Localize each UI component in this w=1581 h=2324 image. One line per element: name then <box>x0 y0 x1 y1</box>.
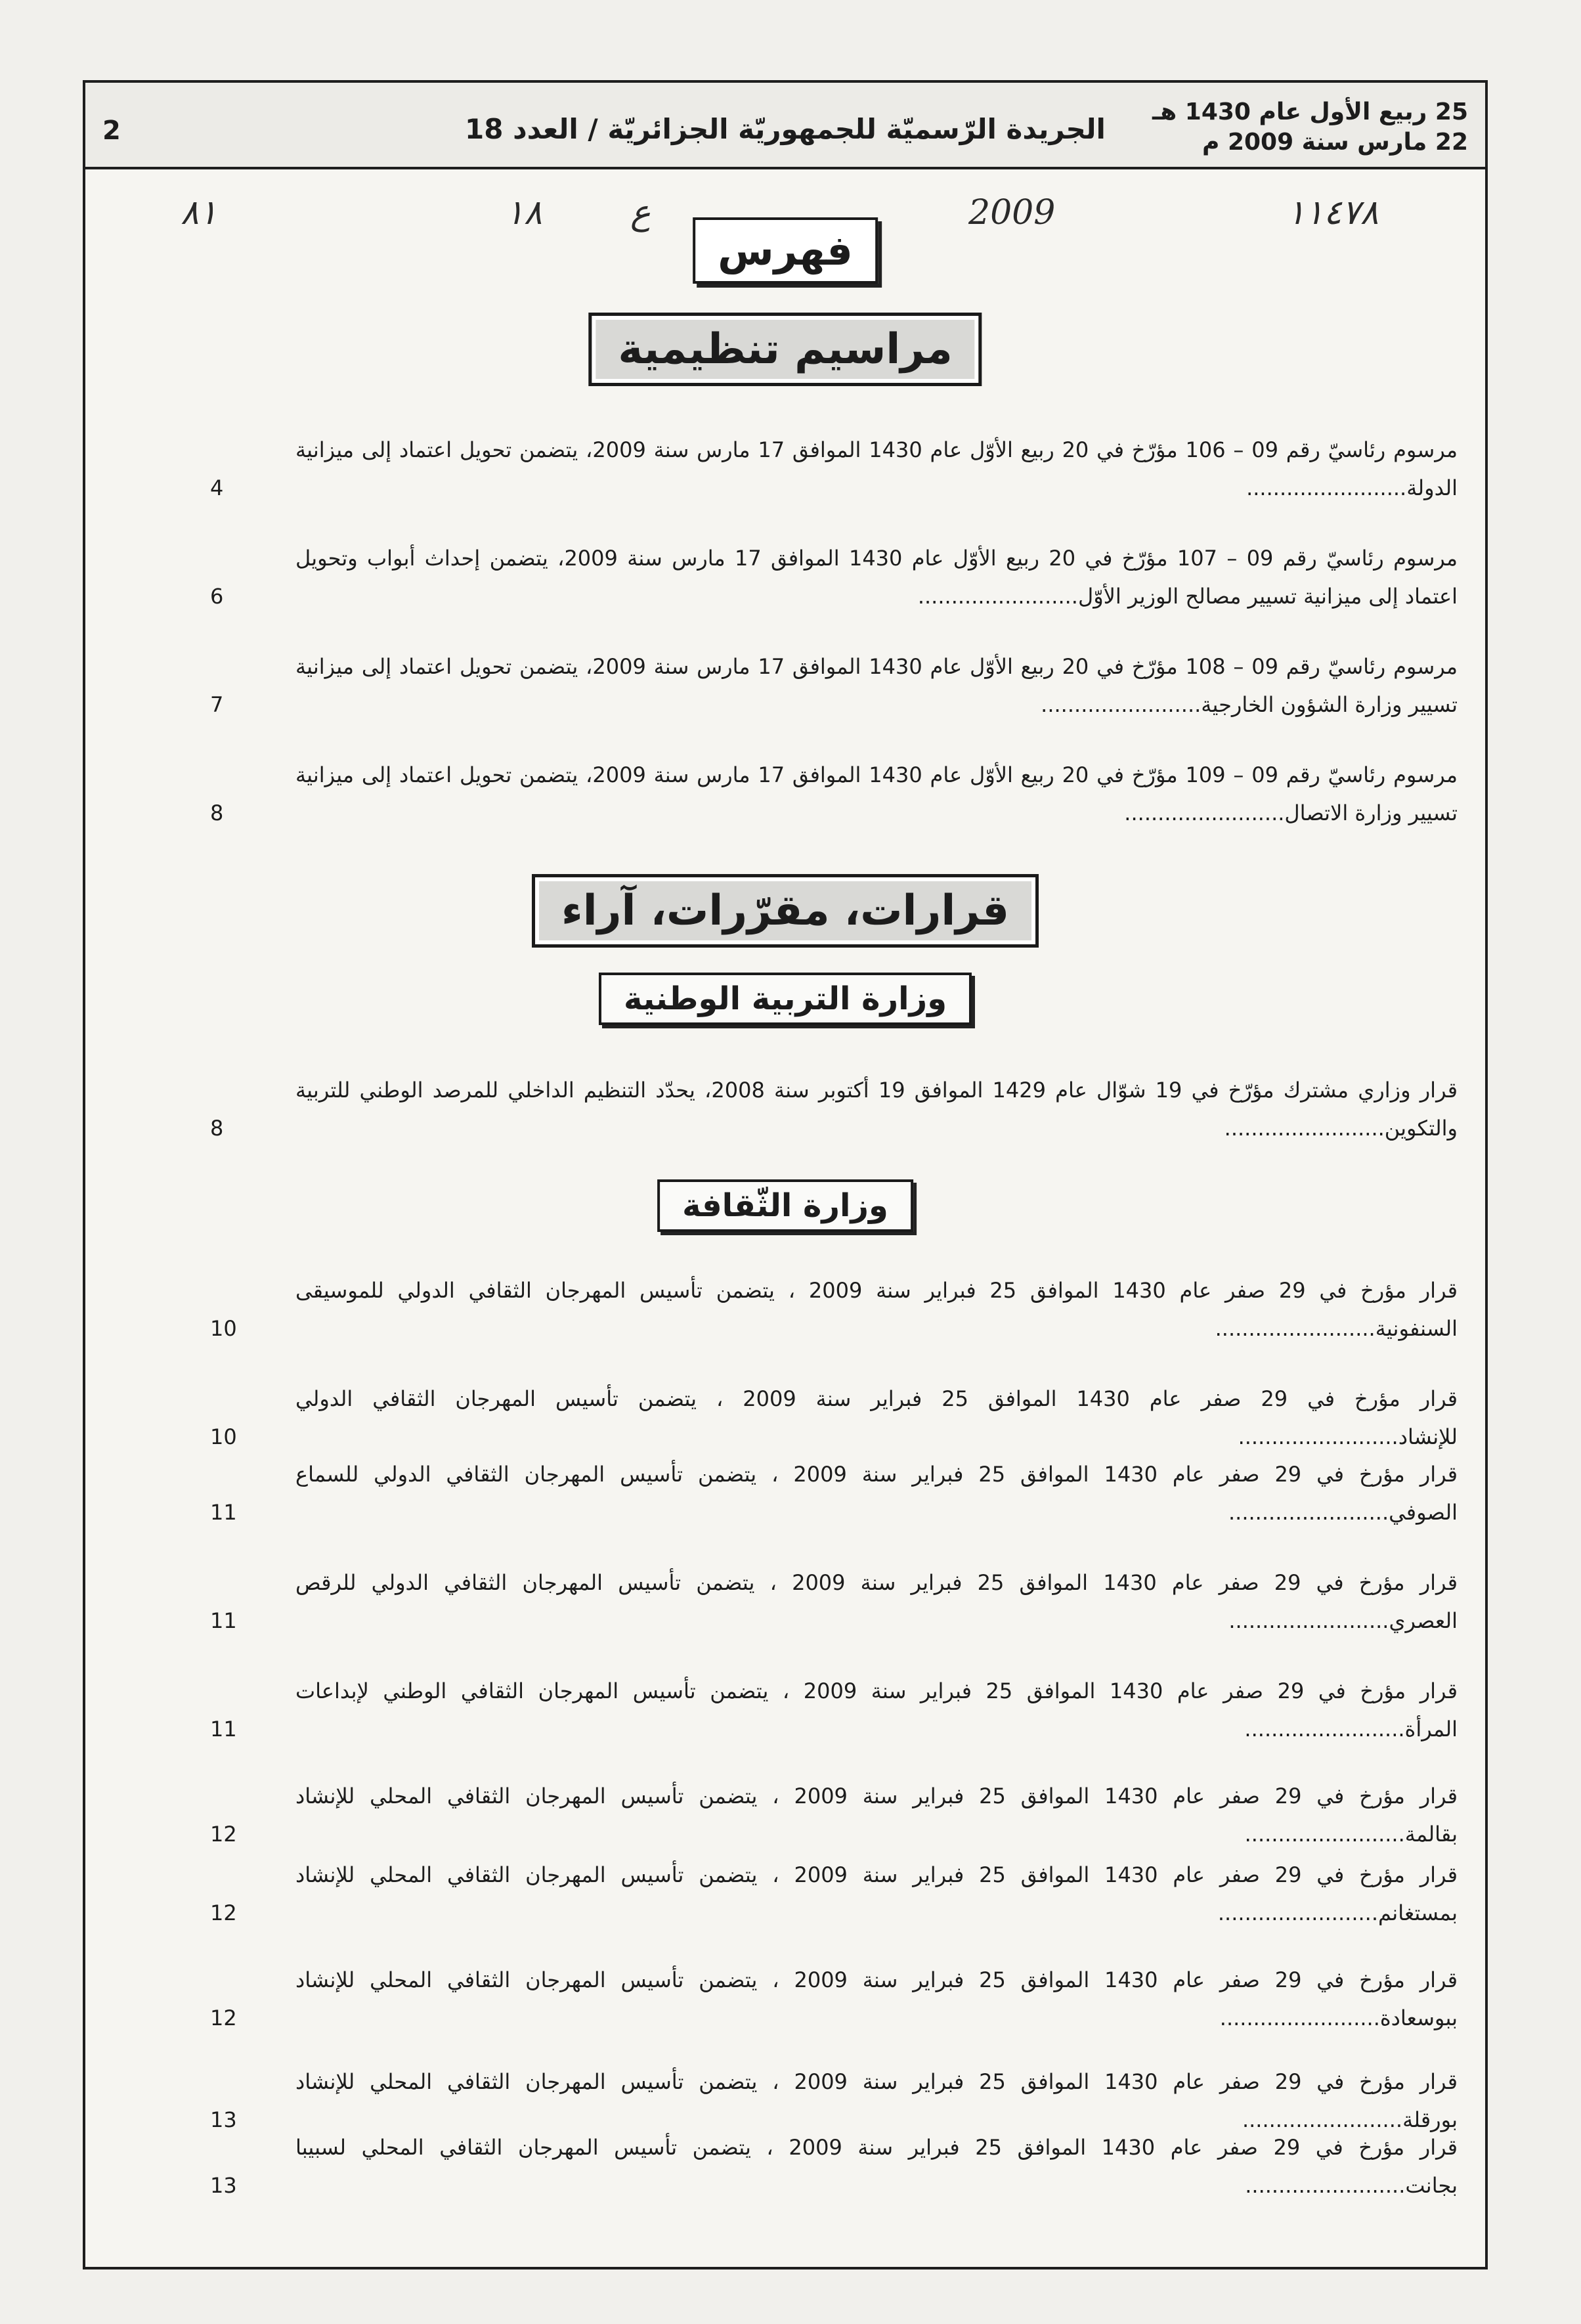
leader-dots: ........................ <box>1246 475 1407 500</box>
handwritten-note-right: ١١٤٧٨ <box>1287 193 1379 232</box>
toc-entry[interactable] <box>210 2128 1458 2204</box>
toc-entry-page <box>210 1109 269 1147</box>
toc-entry[interactable] <box>210 1455 1458 1531</box>
toc-entry[interactable] <box>210 1672 1458 1748</box>
toc-page-number: 8 <box>210 800 224 825</box>
index-title: فهرس <box>693 217 878 284</box>
toc-entry-text: قرار مؤرخ في 29 صفر عام 1430 الموافق 25 فبراير سنة 2009 ، يتضمن تأسيس المهرجان الثقافي المحلي للإنشاد ببوسعادة........................ <box>295 1967 1458 2030</box>
toc-page-number: 11 <box>210 1608 237 1633</box>
toc-entry[interactable] <box>210 1564 1458 1640</box>
toc-entry-text: قرار مؤرخ في 29 صفر عام 1430 الموافق 25 فبراير سنة 2009 ، يتضمن تأسيس المهرجان الثقافي المحلي للإنشاد بقالمة........................ <box>295 1784 1458 1847</box>
toc-page-number: 8 <box>210 1116 224 1141</box>
handwritten-note-mid3: 2009 <box>968 193 1056 232</box>
toc-entry-text: قرار وزاري مشترك مؤرّخ في 19 شوّال عام 1429 الموافق 19 أكتوبر سنة 2008، يحدّد التنظيم الداخلي للمرصد الوطني للتربية والتكوين........................ <box>295 1078 1458 1141</box>
toc-entry-page <box>210 577 269 615</box>
issue-date <box>1152 97 1468 158</box>
section-title-decrees: مراسيم تنظيمية <box>588 313 982 386</box>
toc-page-number: 12 <box>210 1822 237 1847</box>
toc-entry-page <box>210 794 269 832</box>
toc-entry-text: قرار مؤرخ في 29 صفر عام 1430 الموافق 25 فبراير سنة 2009 ، يتضمن تأسيس المهرجان الثقافي المحلي للإنشاد بورقلة........................ <box>295 2069 1458 2132</box>
toc-page-number: 12 <box>210 1900 237 1925</box>
toc-page-number: 4 <box>210 475 224 500</box>
toc-entry[interactable] <box>210 647 1458 724</box>
handwritten-note-mid1: ١٨ <box>506 193 542 232</box>
toc-entry[interactable] <box>210 2063 1458 2139</box>
subsection-title-culture: وزارة الثّقافة <box>657 1179 913 1232</box>
toc-page-number: 13 <box>210 2107 237 2132</box>
leader-dots: ........................ <box>1244 1822 1405 1847</box>
toc-page-number: 7 <box>210 692 224 717</box>
toc-entry-text: قرار مؤرخ في 29 صفر عام 1430 الموافق 25 فبراير سنة 2009 ، يتضمن تأسيس المهرجان الثقافي المحلي لسبيبا بجانت........................ <box>295 2135 1458 2198</box>
toc-page-number: 11 <box>210 1500 237 1525</box>
leader-dots: ........................ <box>1242 2107 1403 2132</box>
leader-dots: ........................ <box>1215 1316 1375 1341</box>
toc-page-number: 13 <box>210 2173 237 2198</box>
toc-entry-page <box>210 1602 269 1640</box>
toc-entry-text: قرار مؤرخ في 29 صفر عام 1430 الموافق 25 فبراير سنة 2009 ، يتضمن تأسيس المهرجان الثقافي المحلي للإنشاد بمستغانم........................ <box>295 1862 1458 1925</box>
leader-dots: ........................ <box>1217 1900 1378 1925</box>
leader-dots: ........................ <box>1228 1608 1389 1633</box>
date-hijri: 25 ربيع الأول عام 1430 هـ <box>1152 99 1468 125</box>
toc-entry-text: قرار مؤرخ في 29 صفر عام 1430 الموافق 25 فبراير سنة 2009 ، يتضمن تأسيس المهرجان الثقافي الدولي للموسيقى السنفونية........................ <box>295 1278 1458 1341</box>
handwritten-note-left: ٨١ <box>181 193 217 232</box>
toc-entry-page <box>210 469 269 507</box>
date-gregorian: 22 مارس سنة 2009 م <box>1202 129 1468 156</box>
toc-entry-text: مرسوم رئاسيّ رقم 09 – 106 مؤرّخ في 20 ربيع الأوّل عام 1430 الموافق 17 مارس سنة 2009، يتضمن تحويل اعتماد إلى ميزانية الدولة........................ <box>295 437 1458 500</box>
toc-entry-page <box>210 2166 269 2204</box>
toc-entry-text: مرسوم رئاسيّ رقم 09 – 109 مؤرّخ في 20 ربيع الأوّل عام 1430 الموافق 17 مارس سنة 2009، يتضمن تحويل اعتماد إلى ميزانية تسيير وزارة الاتصال........................ <box>295 762 1458 825</box>
toc-entry[interactable] <box>210 1777 1458 1853</box>
leader-dots: ........................ <box>1224 1116 1385 1141</box>
toc-entry-page <box>210 1493 269 1531</box>
leader-dots: ........................ <box>1041 692 1202 717</box>
toc-entry[interactable] <box>210 1961 1458 2037</box>
toc-entry-text: قرار مؤرخ في 29 صفر عام 1430 الموافق 25 فبراير سنة 2009 ، يتضمن تأسيس المهرجان الثقافي الدولي للسماع الصوفي........................ <box>295 1462 1458 1525</box>
toc-entry[interactable] <box>210 1380 1458 1456</box>
leader-dots: ........................ <box>1244 1717 1405 1742</box>
toc-page-number: 10 <box>210 1316 237 1341</box>
toc-entry[interactable] <box>210 756 1458 832</box>
toc-entry[interactable] <box>210 539 1458 615</box>
leader-dots: ........................ <box>1245 2173 1406 2198</box>
subsection-title-education: وزارة التربية الوطنية <box>599 973 972 1025</box>
toc-entry-page <box>210 1815 269 1853</box>
toc-entry[interactable] <box>210 1271 1458 1348</box>
journal-title: الجريدة الرّسميّة للجمهوريّة الجزائريّة / العدد 18 <box>465 113 1106 145</box>
toc-entry[interactable] <box>210 1071 1458 1147</box>
handwritten-note-mid2: ع <box>630 193 651 232</box>
page-frame <box>83 80 1488 2269</box>
leader-dots: ........................ <box>1238 1424 1398 1449</box>
toc-page-number: 10 <box>210 1424 237 1449</box>
toc-entry[interactable] <box>210 1856 1458 1932</box>
toc-page-number: 6 <box>210 584 224 609</box>
toc-page-number: 12 <box>210 2006 237 2030</box>
toc-entry-page <box>210 1999 269 2037</box>
toc-entry-page <box>210 1894 269 1932</box>
toc-entry-text: قرار مؤرخ في 29 صفر عام 1430 الموافق 25 فبراير سنة 2009 ، يتضمن تأسيس المهرجان الثقافي الوطني لإبداعات المرأة........................ <box>295 1678 1458 1742</box>
page-number: 2 <box>102 116 121 146</box>
toc-entry-text: قرار مؤرخ في 29 صفر عام 1430 الموافق 25 فبراير سنة 2009 ، يتضمن تأسيس المهرجان الثقافي الدولي للرقص العصري........................ <box>295 1570 1458 1633</box>
toc-entry-page <box>210 1309 269 1348</box>
leader-dots: ........................ <box>1124 800 1285 825</box>
toc-page-number: 11 <box>210 1717 237 1742</box>
toc-entry[interactable] <box>210 431 1458 507</box>
section-title-decisions: قرارات، مقرّرات، آراء <box>532 874 1039 948</box>
toc-entry-text: مرسوم رئاسيّ رقم 09 – 107 مؤرّخ في 20 ربيع الأوّل عام 1430 الموافق 17 مارس سنة 2009، يتضمن إحداث أبواب وتحويل اعتماد إلى ميزانية تسيير مصالح الوزير الأوّل........................ <box>295 546 1458 609</box>
leader-dots: ........................ <box>1228 1500 1389 1525</box>
toc-entry-page <box>210 686 269 724</box>
leader-dots: ........................ <box>917 584 1078 609</box>
toc-entry-page <box>210 1418 269 1456</box>
leader-dots: ........................ <box>1219 2006 1380 2030</box>
toc-entry-text: مرسوم رئاسيّ رقم 09 – 108 مؤرّخ في 20 ربيع الأوّل عام 1430 الموافق 17 مارس سنة 2009، يتضمن تحويل اعتماد إلى ميزانية تسيير وزارة الشؤون الخارجية........................ <box>295 654 1458 717</box>
page-header <box>85 83 1485 169</box>
toc-entry-text: قرار مؤرخ في 29 صفر عام 1430 الموافق 25 فبراير سنة 2009 ، يتضمن تأسيس المهرجان الثقافي الدولي للإنشاد........................ <box>295 1386 1458 1449</box>
toc-entry-page <box>210 1710 269 1748</box>
